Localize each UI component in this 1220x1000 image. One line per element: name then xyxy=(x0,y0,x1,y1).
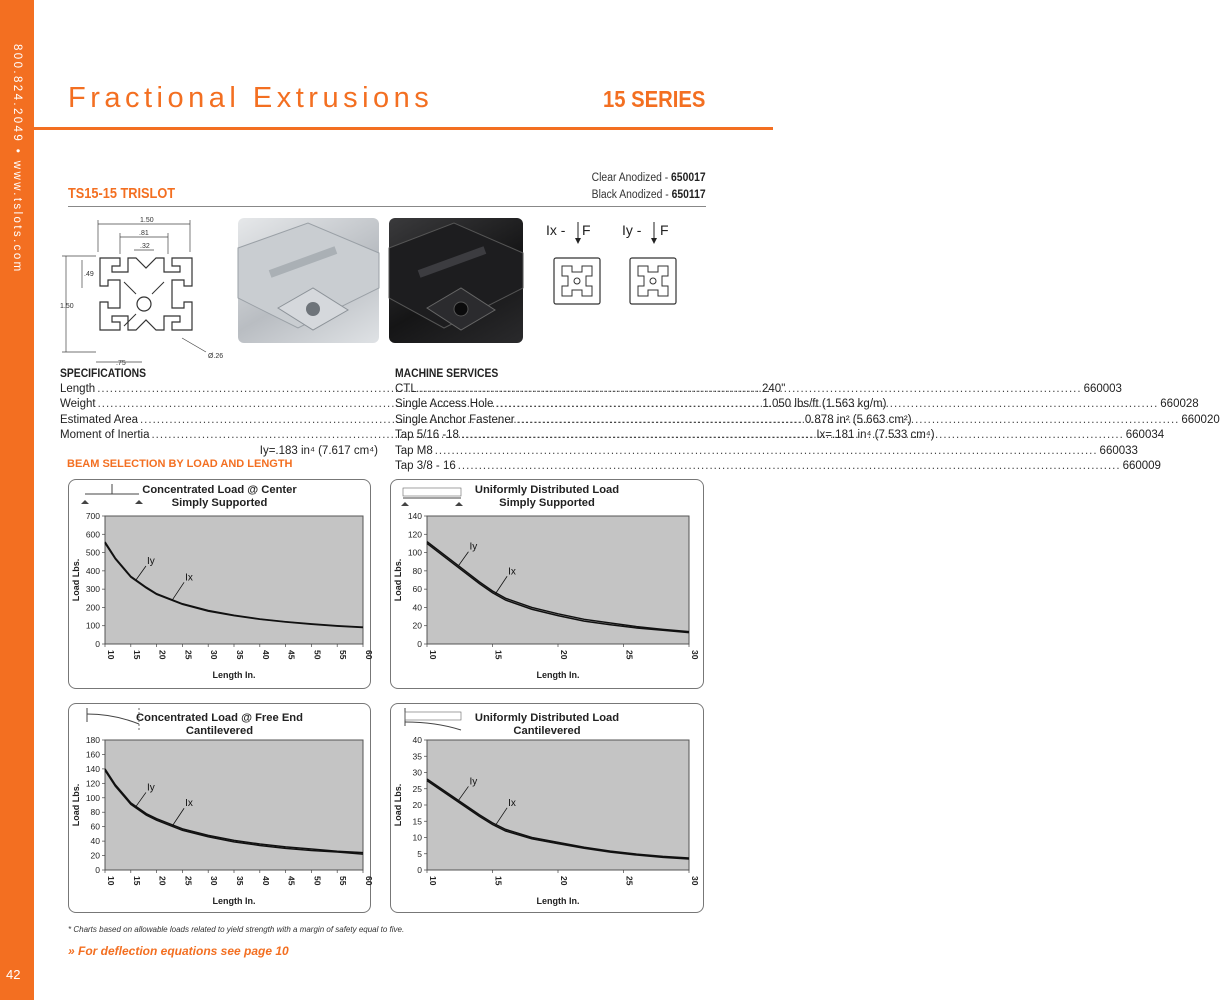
clear-anodized-code: 650017 xyxy=(671,172,706,184)
contact-info: 800.824.2049 • www.tslots.com xyxy=(11,44,23,274)
chart-2-xtick-label: 10 xyxy=(428,650,438,660)
chart-2-xlabel: Length In. xyxy=(536,670,580,680)
chart-4-xtick-label: 25 xyxy=(624,876,635,886)
clear-extrusion-image xyxy=(238,218,379,343)
chart-1-title: Concentrated Load @ Center xyxy=(142,484,297,496)
chart-3-ytick-label: 180 xyxy=(85,735,100,745)
chart-2-ytick-label: 100 xyxy=(407,547,422,558)
spec-value: 240" xyxy=(762,383,786,395)
series-title: 15 SERIES xyxy=(602,86,705,112)
black-anodized-code: 650117 xyxy=(672,189,706,201)
spec-label: Estimated Area xyxy=(60,413,138,426)
chart-2-subtitle: Simply Supported xyxy=(499,497,595,509)
chart-3-xtick-label: 35 xyxy=(235,876,245,886)
chart-4-xlabel: Length In. xyxy=(536,896,580,906)
dim-49: .49 xyxy=(84,271,94,278)
spec-label: Weight xyxy=(60,398,96,411)
chart-4-ytick-label: 10 xyxy=(412,832,422,843)
iy-force-label: F xyxy=(660,222,669,238)
chart-3-xtick-label: 45 xyxy=(286,876,297,886)
chart-1-ytick-label: 700 xyxy=(85,511,100,521)
service-leader-dots xyxy=(495,398,1158,410)
service-label: CTL xyxy=(395,383,417,395)
black-extrusion-photo xyxy=(389,218,523,343)
chart-4-xtick-label: 30 xyxy=(690,876,700,886)
chart-3-ytick-label: 100 xyxy=(85,792,100,803)
clear-extrusion-photo xyxy=(238,218,379,343)
product-rule xyxy=(68,206,706,207)
iy-label: Iy - xyxy=(622,222,642,238)
dim-81: .81 xyxy=(139,230,149,237)
chart-4-ytick-label: 30 xyxy=(412,767,422,778)
beam-selection-title: BEAM SELECTION BY LOAD AND LENGTH xyxy=(67,458,293,470)
chart-3-svg xyxy=(69,704,374,912)
chart-1-xtick-label: 30 xyxy=(209,650,220,660)
chart-3-xtick-label: 50 xyxy=(312,876,323,886)
service-leader-dots xyxy=(461,429,1124,441)
chart-4-xtick-label: 10 xyxy=(428,876,438,886)
chart-3-subtitle: Cantilevered xyxy=(185,725,254,737)
chart-3-xtick-label: 40 xyxy=(260,876,271,886)
chart-4-ytick-label: 20 xyxy=(412,800,422,810)
chart-3-ytick-label: 140 xyxy=(85,763,100,774)
chart-2-ytick-label: 140 xyxy=(407,511,422,521)
chart-3-ytick-label: 20 xyxy=(90,850,100,861)
chart-1-ytick-label: 500 xyxy=(85,547,100,558)
chart-2-title: Uniformly Distributed Load xyxy=(474,484,620,496)
chart-3-xlabel: Length In. xyxy=(212,896,256,906)
chart-2-xtick-label: 20 xyxy=(559,650,569,660)
specifications-heading: SPECIFICATIONS xyxy=(60,368,147,380)
chart-1-xlabel: Length In. xyxy=(212,670,256,680)
chart-4-xtick-label: 15 xyxy=(493,876,504,886)
chart-3-ytick-label: 80 xyxy=(90,807,100,818)
chart-4-ix-label: Ix xyxy=(508,797,516,809)
chart-4-load-icon xyxy=(405,708,461,730)
chart-4-title: Uniformly Distributed Load xyxy=(474,712,620,724)
orange-sidebar xyxy=(0,0,34,1000)
clear-anodized-label: Clear Anodized - xyxy=(592,172,672,184)
service-label: Tap 5/16 -18 xyxy=(395,429,459,442)
chart-1-beam-icon xyxy=(81,484,143,504)
chart-4-ytick-label: 35 xyxy=(412,751,422,762)
chart-1-ytick-label: 100 xyxy=(85,620,100,631)
service-label: Single Access Hole xyxy=(395,398,494,411)
chart-1-ylabel: Load Lbs. xyxy=(71,558,81,602)
chart-4-ytick-label: 25 xyxy=(412,783,422,794)
chart-1-xtick-label: 40 xyxy=(260,650,271,660)
chart-1-xtick-label: 50 xyxy=(312,650,323,660)
service-leader-dots xyxy=(435,445,1098,457)
spec-value: 0.878 in² (5.663 cm²) xyxy=(804,413,912,426)
chart-panel-1 xyxy=(68,479,374,689)
spec-value: Ix=.181 in⁴ (7.533 cm⁴) xyxy=(816,429,935,442)
service-value: 660009 xyxy=(1122,460,1161,472)
chart-1-ix-label: Ix xyxy=(185,572,193,584)
chart-2-load-icon xyxy=(401,488,463,506)
chart-1-xtick-label: 20 xyxy=(157,650,168,660)
chart-2-svg xyxy=(391,480,703,688)
iy-profile-icon xyxy=(630,258,676,304)
chart-4-svg xyxy=(391,704,703,912)
ix-profile-icon xyxy=(554,258,600,304)
chart-4-ytick-label: 5 xyxy=(417,848,422,859)
chart-1-ytick-label: 400 xyxy=(85,565,100,576)
chart-1-xtick-label: 25 xyxy=(183,650,194,660)
chart-1-xtick-label: 10 xyxy=(106,650,116,660)
spec-value: 1.050 lbs/ft (1.563 kg/m) xyxy=(762,398,887,411)
service-row xyxy=(395,444,1138,457)
spec-label: Length xyxy=(60,383,96,395)
service-leader-dots xyxy=(517,414,1180,426)
chart-2-xtick-label: 30 xyxy=(690,650,700,660)
chart-3-xtick-label: 55 xyxy=(338,876,349,886)
chart-panel-2 xyxy=(390,479,704,689)
service-value: 660034 xyxy=(1125,429,1165,442)
service-label: Tap 3/8 - 16 xyxy=(395,460,456,472)
chart-2-iy-label: Iy xyxy=(469,541,478,553)
load-direction-diagrams xyxy=(540,220,700,316)
chart-3-ytick-label: 0 xyxy=(95,865,100,875)
chart-panel-3 xyxy=(68,703,374,913)
service-value: 660028 xyxy=(1160,398,1199,411)
chart-4-iy-label: Iy xyxy=(469,776,478,788)
chart-3-xtick-label: 60 xyxy=(364,876,374,886)
chart-2-ytick-label: 60 xyxy=(412,584,422,595)
chart-4-xtick-label: 20 xyxy=(559,876,569,886)
spec-label: Moment of Inertia xyxy=(60,429,150,442)
chart-4-ylabel: Load Lbs. xyxy=(393,783,403,827)
chart-4-ytick-label: 0 xyxy=(417,865,422,875)
chart-2-ytick-label: 40 xyxy=(412,602,422,613)
profile-drawing xyxy=(56,212,236,372)
spec-iy-value: Iy=.183 in⁴ (7.617 cm⁴) xyxy=(259,444,378,457)
chart-1-xtick-label: 45 xyxy=(286,650,297,660)
service-leader-dots xyxy=(458,460,1121,472)
chart-2-ix-label: Ix xyxy=(508,566,516,578)
chart-3-ix-label: Ix xyxy=(185,798,193,810)
chart-3-cantilever-icon xyxy=(87,708,139,732)
chart-4-subtitle: Cantilevered xyxy=(513,725,581,737)
black-extrusion-image xyxy=(389,218,523,343)
service-value: 660020 xyxy=(1181,413,1220,426)
chart-1-ytick-label: 300 xyxy=(85,584,100,595)
chart-1-iy-label: Iy xyxy=(146,556,155,567)
chart-2-ytick-label: 120 xyxy=(407,529,422,540)
chart-1-xtick-label: 35 xyxy=(235,650,245,660)
page-title: Fractional Extrusions xyxy=(68,82,434,114)
service-value: 660033 xyxy=(1099,444,1138,457)
chart-3-ytick-label: 120 xyxy=(85,778,100,789)
ix-force-label: F xyxy=(582,222,591,238)
chart-4-ytick-label: 15 xyxy=(412,816,422,827)
chart-2-plot-area xyxy=(427,516,689,644)
chart-1-xtick-label: 55 xyxy=(338,650,349,660)
chart-2-xtick-label: 25 xyxy=(624,650,635,660)
chart-2-ytick-label: 0 xyxy=(417,639,422,649)
chart-1-ytick-label: 0 xyxy=(95,639,100,649)
chart-3-ytick-label: 40 xyxy=(90,836,100,847)
chart-2-ylabel: Load Lbs. xyxy=(393,558,403,602)
page-number: 42 xyxy=(6,967,21,982)
chart-panel-4 xyxy=(390,703,704,913)
service-leader-dots xyxy=(419,383,1082,395)
chart-1-ytick-label: 600 xyxy=(85,529,100,540)
deflection-link[interactable]: » For deflection equations see page 10 xyxy=(68,944,289,958)
chart-3-iy-label: Iy xyxy=(146,782,155,794)
service-label: Single Anchor Fastener xyxy=(395,413,515,426)
chart-3-ylabel: Load Lbs. xyxy=(71,783,81,827)
dim-height: 1.50 xyxy=(60,303,74,310)
chart-3-xtick-label: 15 xyxy=(131,876,142,886)
product-name: TS15-15 TRISLOT xyxy=(68,186,176,202)
dim-75: .75 xyxy=(116,360,126,367)
black-anodized-line xyxy=(592,189,706,201)
chart-1-subtitle: Simply Supported xyxy=(171,497,268,509)
header-rule xyxy=(34,127,773,130)
ix-label: Ix - xyxy=(546,222,566,238)
chart-3-xtick-label: 20 xyxy=(157,876,168,886)
chart-1-xtick-label: 60 xyxy=(364,650,374,660)
black-anodized-label: Black Anodized - xyxy=(592,189,673,201)
chart-3-xtick-label: 10 xyxy=(106,876,116,886)
chart-3-xtick-label: 25 xyxy=(183,876,194,886)
chart-1-ytick-label: 200 xyxy=(85,602,100,613)
chart-3-xtick-label: 30 xyxy=(209,876,220,886)
chart-3-ytick-label: 160 xyxy=(85,749,100,760)
service-row xyxy=(395,460,1161,472)
service-value: 660003 xyxy=(1083,383,1122,395)
chart-3-ytick-label: 60 xyxy=(90,821,100,832)
chart-1-svg xyxy=(69,480,374,688)
service-label: Tap M8 xyxy=(395,444,433,457)
clear-anodized-line xyxy=(592,172,706,184)
chart-4-ytick-label: 40 xyxy=(412,735,422,745)
chart-2-ytick-label: 20 xyxy=(412,620,422,631)
chart-footnote: * Charts based on allowable loads related to yield strength with a margin of safety equal to five. xyxy=(68,925,405,934)
dim-bore: Ø.26 xyxy=(208,353,224,360)
dim-32: .32 xyxy=(140,243,150,250)
chart-1-xtick-label: 15 xyxy=(131,650,142,660)
machine-services-heading: MACHINE SERVICES xyxy=(395,368,499,380)
chart-2-ytick-label: 80 xyxy=(412,565,422,576)
dim-width: 1.50 xyxy=(140,217,154,224)
chart-2-xtick-label: 15 xyxy=(493,650,504,660)
chart-3-title: Concentrated Load @ Free End xyxy=(136,712,303,724)
